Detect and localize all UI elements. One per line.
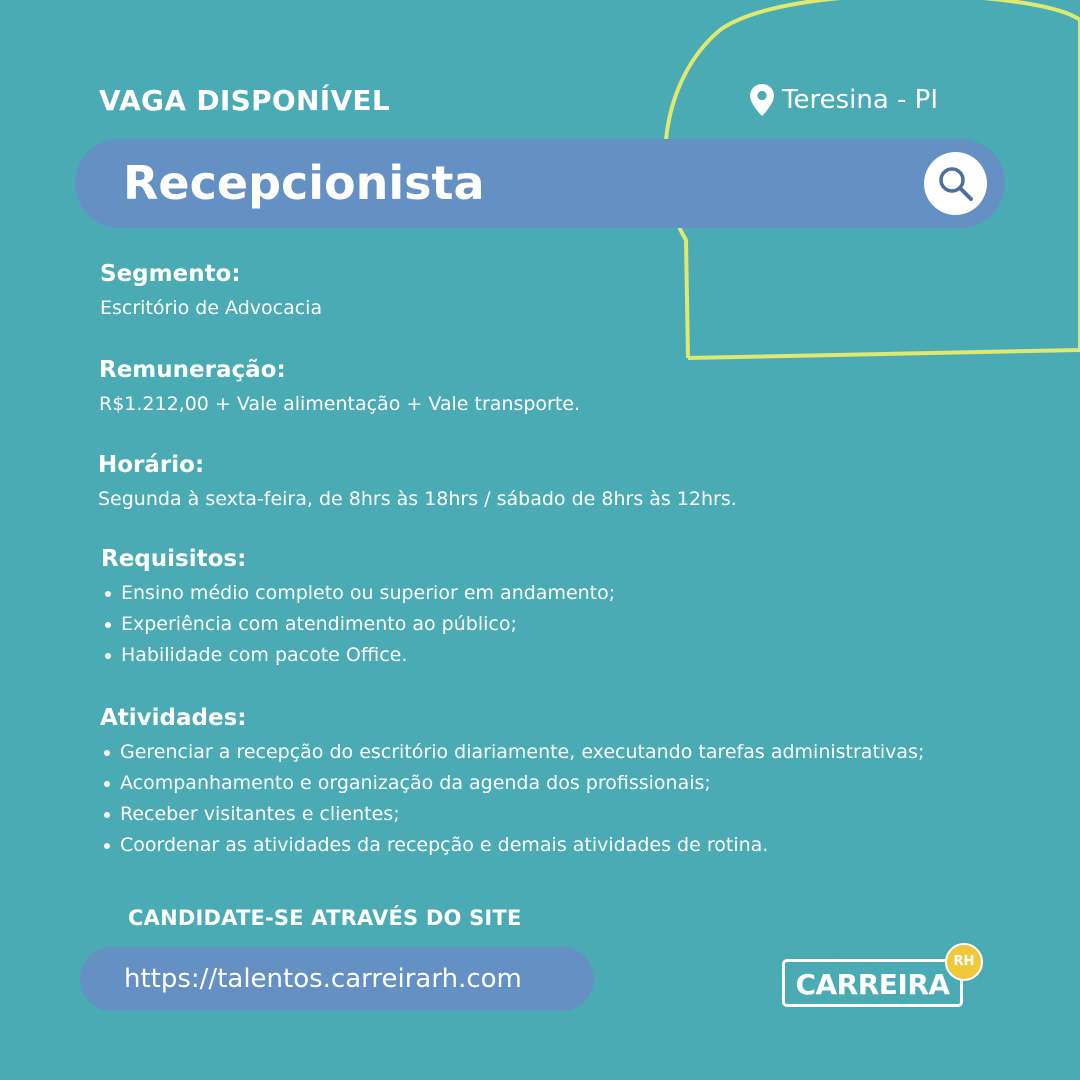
activities-list (100, 737, 924, 861)
segment-value: Escritório de Advocacia (100, 297, 323, 319)
apply-link[interactable] (80, 947, 594, 1011)
requirements-section (101, 544, 615, 671)
activities-label: Atividades: (100, 705, 247, 731)
location (750, 84, 938, 116)
carreira-logo (782, 959, 963, 1007)
activities-section (100, 703, 924, 861)
salary-section (99, 355, 580, 417)
schedule-section (98, 450, 737, 512)
salary-label: Remuneração: (99, 357, 286, 383)
search-icon (937, 165, 975, 203)
logo-badge (945, 943, 983, 981)
apply-heading: CANDIDATE-SE ATRAVÉS DO SITE (128, 906, 522, 930)
logo-badge-text: RH (953, 954, 975, 969)
segment-label: Segmento: (100, 261, 241, 287)
apply-url[interactable]: https://talentos.carreirarh.com (124, 964, 522, 994)
list-item: Habilidade com pacote Office. (121, 640, 615, 671)
vacancy-eyebrow: VAGA DISPONÍVEL (99, 84, 390, 117)
list-item: Coordenar as atividades da recepção e demais atividades de rotina. (120, 830, 924, 861)
requirements-label: Requisitos: (101, 546, 247, 572)
requirements-list (101, 578, 615, 671)
schedule-value: Segunda à sexta-feira, de 8hrs às 18hrs / sábado de 8hrs às 12hrs. (98, 488, 737, 510)
salary-value: R$1.212,00 + Vale alimentação + Vale transporte. (99, 393, 581, 415)
job-title: Recepcionista (123, 156, 485, 210)
job-title-bar (75, 139, 1005, 228)
map-pin-icon (750, 84, 774, 116)
list-item: Gerenciar a recepção do escritório diariamente, executando tarefas administrativas; (120, 737, 924, 768)
list-item: Acompanhamento e organização da agenda dos profissionais; (120, 768, 924, 799)
segment-section (100, 259, 322, 321)
list-item: Ensino médio completo ou superior em andamento; (121, 578, 615, 609)
list-item: Experiência com atendimento ao público; (121, 609, 615, 640)
list-item: Receber visitantes e clientes; (120, 799, 924, 830)
logo-text: CARREIRA (795, 968, 950, 1001)
search-button[interactable] (924, 152, 987, 215)
schedule-label: Horário: (98, 452, 205, 478)
location-text: Teresina - PI (782, 85, 939, 115)
